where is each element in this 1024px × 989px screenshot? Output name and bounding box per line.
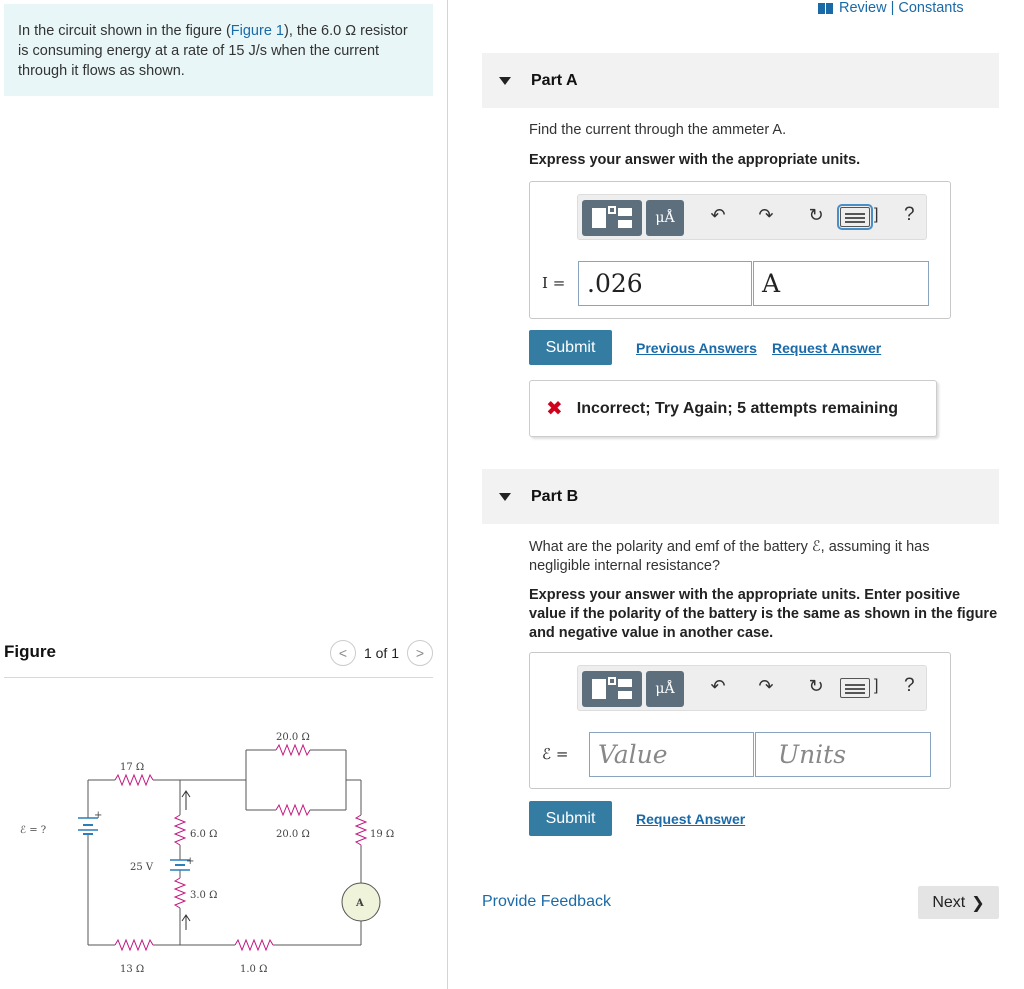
prev-figure-button[interactable] (330, 640, 356, 666)
part-b-question: What are the polarity and emf of the battery ℰ, assuming it has negligible internal resistance? (529, 539, 930, 574)
math-toolbar (577, 194, 927, 240)
part-b-variable-label: ℰ = (542, 745, 569, 763)
math-toolbar (577, 665, 927, 711)
units-button[interactable]: μÅ (646, 200, 684, 236)
figure-header (4, 640, 433, 678)
help-icon[interactable]: ? (904, 204, 915, 225)
part-a-variable-label: I = (542, 274, 566, 292)
battery-25v-plus-sign: + (186, 856, 195, 867)
left-panel (0, 0, 448, 989)
part-b-instruction: Express your answer with the appropriate units. Enter positive value if the polarity of the battery is the same as shown in the figure and negative value in another case. (529, 587, 998, 641)
provide-feedback-link[interactable]: Provide Feedback (482, 893, 611, 910)
part-b-request-answer-link[interactable]: Request Answer (636, 811, 746, 827)
reset-icon[interactable]: ↻ (808, 676, 824, 696)
part-b-submit-button[interactable]: Submit (529, 801, 612, 836)
resistor-17-label: 17 Ω (120, 762, 145, 773)
reset-icon[interactable]: ↻ (808, 205, 824, 225)
previous-answers-link[interactable]: Previous Answers (636, 340, 757, 356)
figure-pager (330, 640, 433, 666)
review-constants-label: Review | Constants (839, 0, 964, 16)
keyboard-icon[interactable] (840, 207, 870, 227)
figure-title: Figure (4, 642, 56, 661)
resistor-13-label: 13 Ω (120, 964, 145, 975)
problem-text: In the circuit shown in the figure ( (18, 23, 231, 39)
figure-link[interactable]: Figure 1 (230, 23, 284, 39)
feedback-text: Incorrect; Try Again; 5 attempts remaining (576, 399, 899, 417)
bracket-icon: ] (874, 677, 879, 694)
part-b-header[interactable] (482, 469, 999, 524)
part-a-value-input[interactable]: .026 (578, 261, 752, 306)
undo-icon[interactable]: ↶ (710, 676, 726, 696)
emf-label: ℰ = ? (20, 825, 47, 836)
templates-button[interactable] (582, 200, 642, 236)
keyboard-icon[interactable] (840, 678, 870, 698)
resistor-1-label: 1.0 Ω (240, 964, 268, 975)
chevron-right-icon: > (415, 645, 425, 661)
help-icon[interactable]: ? (904, 675, 915, 696)
feedback-message (529, 380, 937, 437)
part-b-value-input[interactable]: Value (589, 732, 754, 777)
part-b-answer-box (529, 652, 951, 789)
part-a-units-input[interactable]: A (753, 261, 929, 306)
error-x-icon: ✖ (546, 398, 563, 420)
units-button[interactable]: μÅ (646, 671, 684, 707)
circuit-diagram (20, 720, 420, 980)
resistor-3-label: 3.0 Ω (190, 890, 218, 901)
resistor-20-top-label: 20.0 Ω (276, 732, 310, 743)
bracket-icon: ] (874, 206, 879, 223)
emf-plus-sign: + (94, 810, 103, 821)
part-b-title: Part B (531, 487, 579, 505)
ammeter-label: A (356, 898, 364, 909)
part-a-answer-box (529, 181, 951, 319)
part-b-units-input[interactable]: Units (755, 732, 931, 777)
part-a-request-answer-link[interactable]: Request Answer (772, 340, 882, 356)
next-button[interactable] (918, 886, 999, 919)
redo-icon[interactable]: ↷ (758, 205, 774, 225)
part-a-question: Find the current through the ammeter A. (529, 122, 787, 138)
part-a-instruction: Express your answer with the appropriate units. (529, 152, 861, 168)
book-icon (818, 3, 834, 14)
part-a-submit-button[interactable]: Submit (529, 330, 612, 365)
problem-statement (4, 4, 433, 96)
resistor-20-bottom-label: 20.0 Ω (276, 829, 310, 840)
part-a-title: Part A (531, 71, 578, 89)
problem-text-tail: ), the 6.0 Ω resistor is consuming energy at a rate of 15 J/s when the current through it flows as shown. (18, 23, 408, 79)
templates-button[interactable] (582, 671, 642, 707)
collapse-triangle-icon (499, 77, 511, 85)
resistor-19-label: 19 Ω (370, 829, 395, 840)
collapse-triangle-icon (499, 493, 511, 501)
review-constants-link[interactable] (818, 0, 964, 16)
next-figure-button[interactable] (407, 640, 433, 666)
chevron-right-icon: ❯ (971, 894, 985, 912)
page-indicator: 1 of 1 (363, 645, 399, 661)
redo-icon[interactable]: ↷ (758, 676, 774, 696)
next-label: Next (932, 893, 966, 911)
battery-25v-label: 25 V (130, 862, 154, 873)
resistor-6-label: 6.0 Ω (190, 829, 218, 840)
chevron-left-icon: < (338, 645, 348, 661)
part-a-header[interactable] (482, 53, 999, 108)
undo-icon[interactable]: ↶ (710, 205, 726, 225)
